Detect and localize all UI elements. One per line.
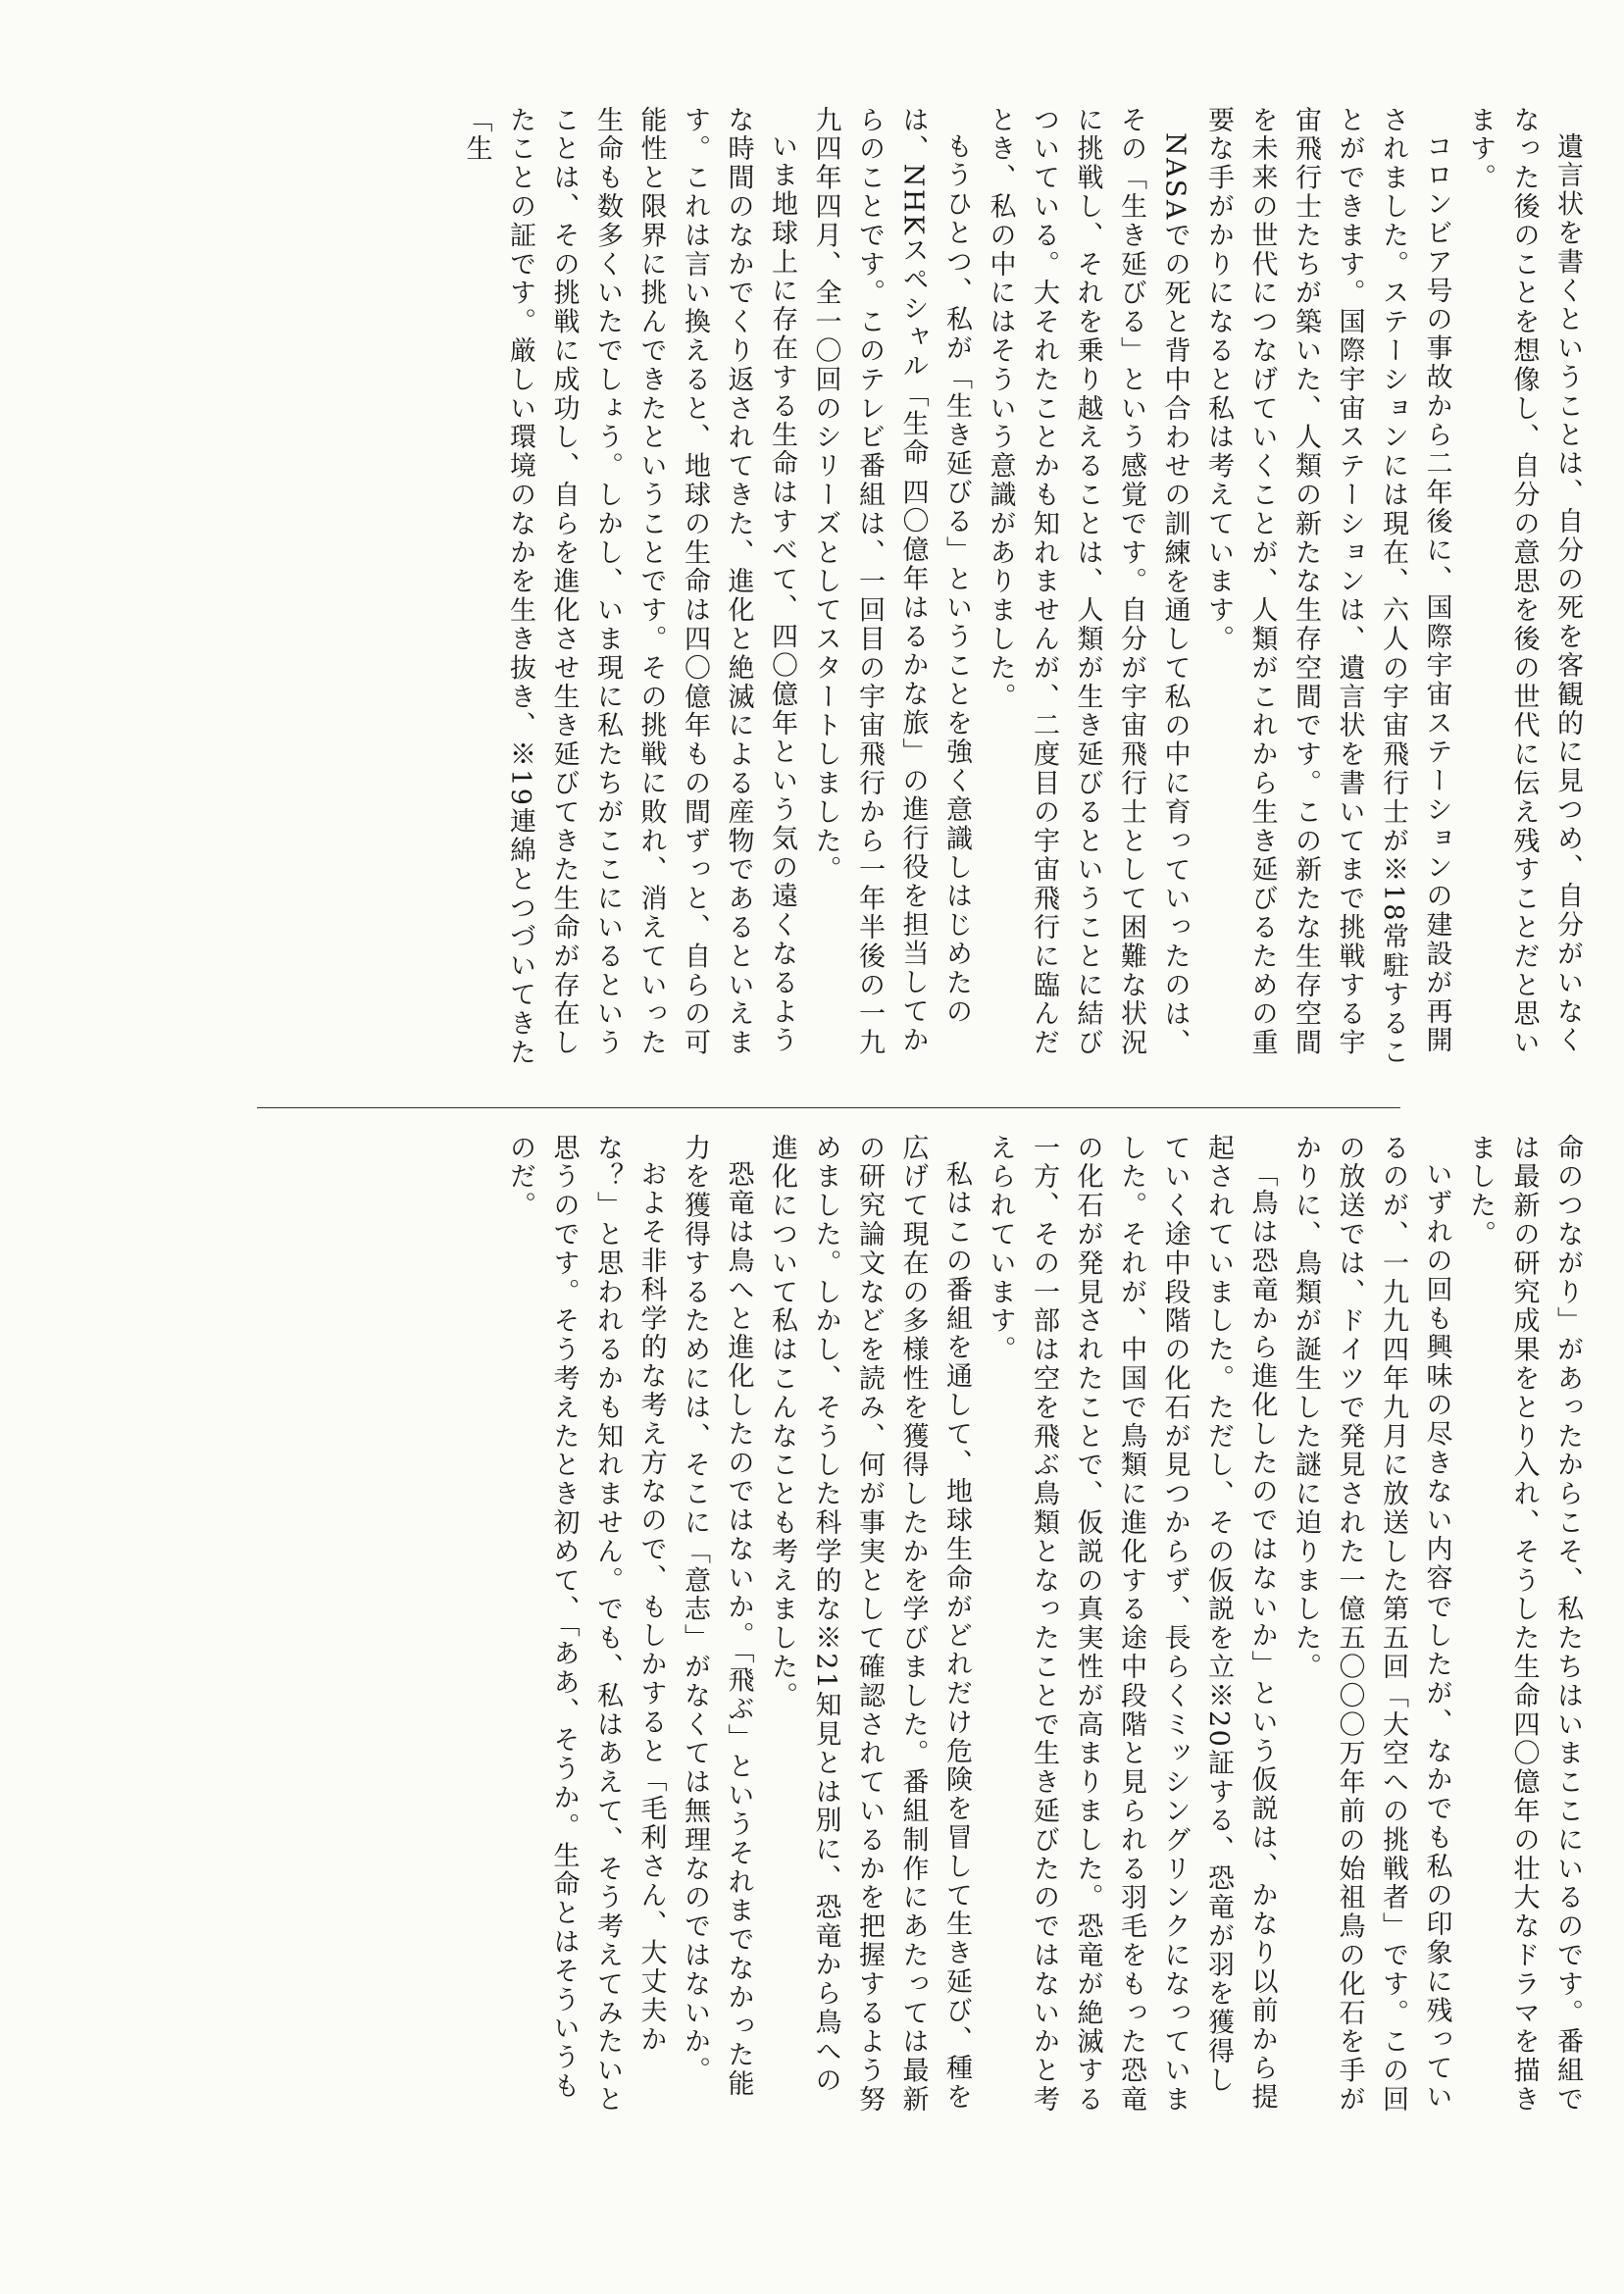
- paragraph: いずれの回も興味の尽きない内容でしたが、なかでも私の印象に残っているのが、一九九四年九月に放送した第五回「大空への挑戦者」です。この回の放送では、ドイツで発見された一億五〇〇〇万年前の始祖鳥の化石を手がかりに、鳥類が誕生した謎に迫りました。: [1291, 1134, 1452, 2115]
- section-divider: [257, 1107, 1400, 1108]
- paragraph: NASAでの死と背中合わせの訓練を通して私の中に育っていったのは、その「生き延びる」という感覚です。自分が宇宙飛行士として困難な状況に挑戦し、それを乗り越えることは、人類が生き延びるということに結びついている。大それたことかも知れませんが、二度目の宇宙飛行に臨んだとき、私の中にはそういう意識がありました。: [985, 106, 1191, 1058]
- paragraph: 「鳥は恐竜から進化したのではないか」という仮説は、かなり以前から提起されていました。ただし、その仮説を立※20証する、恐竜が羽を獲得していく途中段階の化石が見つからず、長らくミッシングリンクになっていました。それが、中国で鳥類に進化する途中段階と見られる羽毛をもった恐竜の化石が発見されたことで、仮説の真実性が高まりました。恐竜が絶滅する一方、その一部は空を飛ぶ鳥類となったことで生き延びたのではないかと考えられています。: [985, 1134, 1278, 2115]
- lower-text-block: [118, 1134, 1589, 2115]
- paragraph: 恐竜は鳥へと進化したのではないか。「飛ぶ」というそれまでなかった能力を獲得するためには、そこに「意志」がなくては無理なのではないか。: [680, 1134, 754, 2099]
- paragraph: 私はこの番組を通して、地球生命がどれだけ危険を冒して生き延び、種を広げて現在の多様性を獲得したかを学びました。番組制作にあたっては最新の研究論文などを読み、何が事実として確認されているかを把握するよう努めました。しかし、そうした科学的な※21知見とは別に、恐竜から鳥への進化について私はこんなことも考えました。: [767, 1134, 972, 2115]
- paragraph: 遺言状を書くということは、自分の死を客観的に見つめ、自分がいなくなった後のことを想像し、自分の意思を後の世代に伝え残すことだと思います。: [1465, 106, 1583, 1058]
- paragraph: コロンビア号の事故から二年後に、国際宇宙ステーションの建設が再開されました。ステーションには現在、六人の宇宙飛行士が※18常駐することができます。国際宇宙ステーションは、遺言状を書いてまで挑戦する宇宙飛行士たちが築いた、人類の新たな生存空間です。この新たな生存空間を未来の世代につなげていくことが、人類がこれから生き延びるための重要な手がかりになると私は考えています。: [1203, 106, 1452, 1067]
- paragraph: およそ非科学的な考え方なので、もしかすると「毛利さん、大丈夫かな？」と思われるかも知れません。でも、私はあえて、そう考えてみたいと思うのです。そう考えたとき初めて、「ああ、そうか。生命とはそういうものだ。: [505, 1134, 667, 2115]
- upper-text-block: [118, 106, 1589, 1077]
- paragraph: もうひとつ、私が「生き延びる」ということを強く意識しはじめたのは、NHKスペシャル「生命 四〇億年はるかな旅」の進行役を担当してからのことです。このテレビ番組は、一回目の宇宙飛行から一年半後の一九九四年四月、全一〇回のシリーズとしてスタートしました。: [810, 106, 972, 1058]
- paragraph: いま地球上に存在する生命はすべて、四〇億年という気の遠くなるような時間のなかでくり返されてきた、進化と絶滅による産物であるといえます。これは言い換えると、地球の生命は四〇億年もの間ずっと、自らの可能性と限界に挑んできたということです。その挑戦に敗れ、消えていった生命も数多くいたでしょう。しかし、いま現に私たちがここにいるということは、その挑戦に成功し、自らを進化させ生き延びてきた生命が存在したことの証です。厳しい環境のなかを生き抜き、※19連綿とつづいてきた「生: [461, 106, 797, 1067]
- paragraph-continued: 命のつながり」があったからこそ、私たちはいまここにいるのです。番組では最新の研究成果をとり入れ、そうした生命四〇億年の壮大なドラマを描きました。: [1465, 1134, 1583, 2115]
